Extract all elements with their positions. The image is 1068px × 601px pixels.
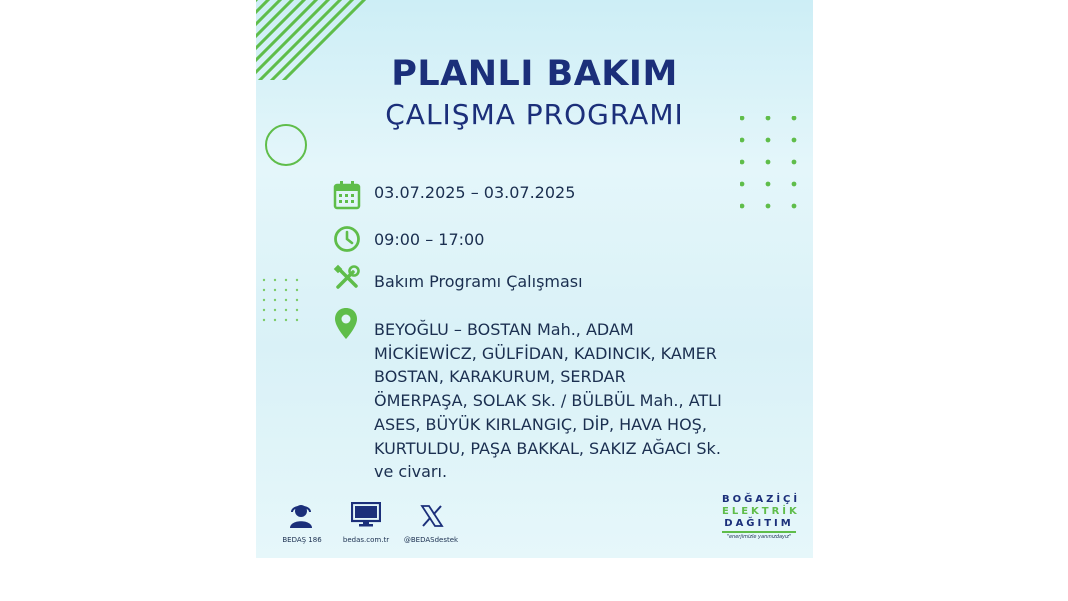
work-type: Bakım Programı Çalışması [374, 272, 583, 291]
address-line: ve civarı. [374, 462, 448, 482]
address-line: ASES, BÜYÜK KIRLANGIÇ, DİP, HAVA HOŞ, [374, 414, 707, 434]
address-line: ÖMERPAŞA, SOLAK Sk. / BÜLBÜL Mah., ATLI [374, 391, 722, 411]
calendar-icon [333, 180, 361, 210]
address-line: BEYOĞLU – BOSTAN Mah., ADAM [374, 320, 634, 339]
phone-label: BEDAŞ 186 [282, 536, 322, 544]
clock-icon [333, 225, 361, 253]
location-pin-icon [333, 307, 359, 341]
decorative-dots-left [262, 278, 302, 323]
address-line: MİCKİEWİCZ, GÜLFİDAN, KADINCIK, KAMER [374, 343, 717, 363]
date-range: 03.07.2025 – 03.07.2025 [374, 183, 576, 202]
address-line: BOSTAN, KARAKURUM, SERDAR [374, 367, 626, 387]
page-title: PLANLI BAKIM [391, 54, 678, 94]
support-agent-icon [287, 502, 315, 528]
website-link[interactable]: bedas.com.tr [342, 536, 390, 544]
announcement-card [256, 0, 813, 558]
logo-line-2: ELEKTRİK [722, 506, 800, 517]
monitor-icon [351, 502, 381, 528]
logo-underline [722, 531, 796, 533]
page-subtitle: ÇALIŞMA PROGRAMI [385, 98, 684, 131]
address-line: KURTULDU, PAŞA BAKKAL, SAKIZ AĞACI Sk. [374, 438, 721, 458]
logo-slogan: "enerjimizle yanınızdayız" [726, 534, 792, 540]
social-handle[interactable]: @BEDASdestek [403, 536, 459, 544]
company-logo [722, 494, 801, 540]
address-block [374, 318, 744, 484]
logo-line-1: BOĞAZİÇİ [722, 494, 801, 505]
logo-line-3: DAĞITIM [724, 518, 794, 529]
tools-icon [333, 264, 361, 292]
x-logo-icon [420, 504, 444, 528]
time-range: 09:00 – 17:00 [374, 230, 485, 249]
decorative-dots-right [740, 116, 800, 216]
